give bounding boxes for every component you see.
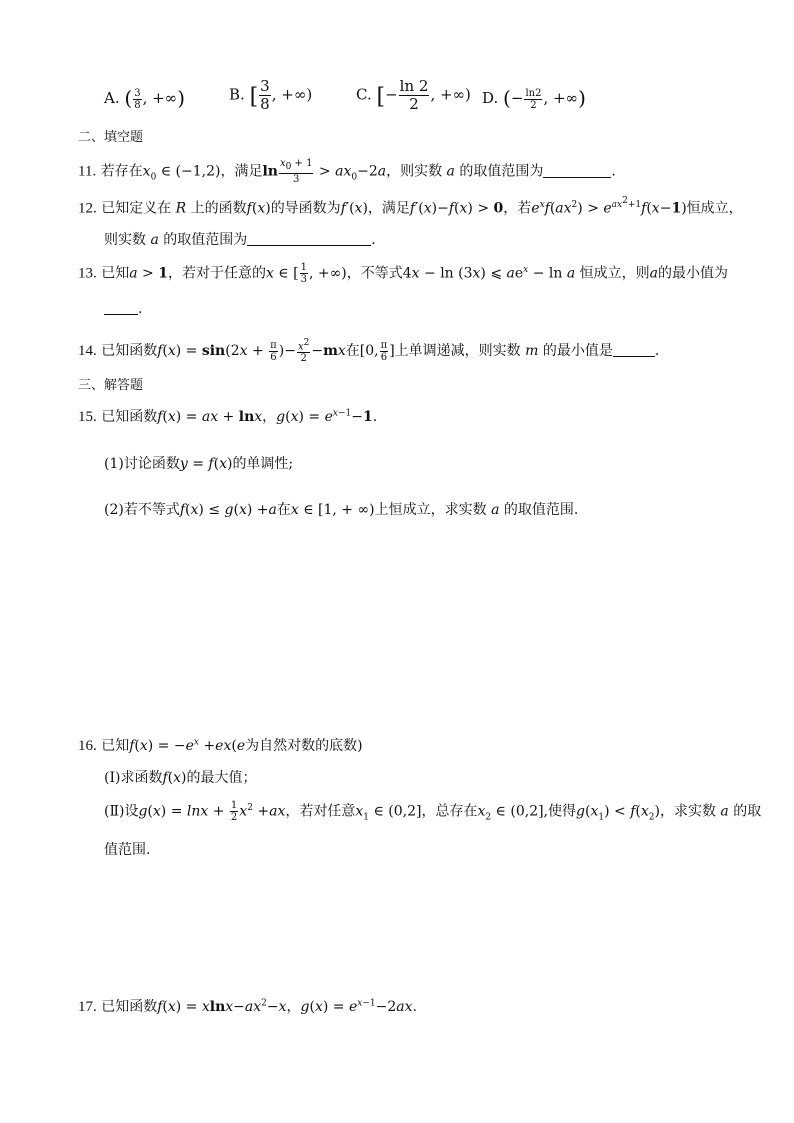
choice-c: C. [− $\frac{\ln 2}{2}$ , +∞) — [356, 77, 471, 113]
question-16: 16. 已知$f(x) = -e^x +ex(e$为自然对数的底数) — [78, 737, 363, 754]
answer-blank[interactable] — [543, 163, 611, 178]
question-16-line2: 值范围. — [104, 842, 151, 858]
question-number: 17. — [78, 999, 97, 1015]
answer-blank[interactable] — [613, 342, 655, 357]
choice-b-label: B. — [229, 85, 245, 104]
question-number: 14. — [78, 343, 97, 360]
choice-a-fraction: $\frac{3}{8}$ — [134, 87, 141, 111]
choice-a-label: A. — [104, 89, 120, 107]
question-16-part1: (Ⅰ)求函数f(x)的最大值； — [104, 770, 257, 786]
question-number: 16. — [78, 738, 97, 754]
question-15: 15. 已知函数f(x) = ax + lnx，$g(x) = e^{x-1}-1$. — [78, 408, 378, 425]
choice-b-fraction: $\frac{3}{8}$ — [260, 77, 270, 113]
question-14: 14. 已知函数f(x) = sin(2x + $\frac{\pi}{6}$ )− $\frac{x^2}{2}$ −mx在[0, $\frac{\pi}{6}$ ]上单调递减，则实数 m 的最小值是 . — [78, 338, 660, 365]
question-17: 17. 已知函数$f(x) = xlnx-ax^2-x$，$g(x) = e^{x-1}-2ax$. — [78, 998, 417, 1015]
question-15-part2: (2)若不等式f(x) ≤ g(x) +a在x ∈ [1, + ∞)上恒成立，求实数 a 的取值范围. — [104, 502, 579, 518]
question-13: 13. 已知a > 1，若对于任意的x ∈ [ $\frac{1}{3}$ , +∞)，不等式4x − ln (3x) ⩽ $ae^x - \ln a$ 恒成立，则a的最小值为 — [78, 262, 728, 285]
section-answer-title: 三、解答题 — [78, 378, 144, 393]
question-11: 11. 若存在$x_0$ ∈ (−1,2)，满足ln $\frac{x_0 + 1}{3}$ > $ax_0-2a$，则实数 a 的取值范围为 . — [78, 158, 616, 185]
question-13-line2: . — [104, 300, 142, 317]
choice-b: B. [ $\frac{3}{8}$ , +∞) — [229, 77, 313, 113]
choice-d-label: D. — [482, 89, 499, 107]
question-16-part2: (Ⅱ)设g(x) = lnx + $\frac{1}{2}$ $x^2 +ax$，若对任意$x_1$ ∈ (0,2]，总存在$x_2$ ∈ (0,2],使得$g(x_1) < f(x_2)$，求实数 a 的取 — [104, 800, 762, 823]
question-12-line2: 则实数 a 的取值范围为 . — [104, 232, 376, 248]
choice-c-fraction: $\frac{\ln 2}{2}$ — [399, 77, 429, 113]
answer-blank[interactable] — [104, 300, 138, 315]
question-number: 12. — [78, 200, 97, 217]
question-12: 12. 已知定义在 R 上的函数f(x)的导函数为f′(x)，满足f′(x)−f(x) > 0，若$e^xf(ax^2) > e^{ax^2+1}f(x-1)$恒成立， — [78, 196, 743, 217]
choice-d: D. (− $\frac{\ln 2}{2}$ , +∞) — [482, 86, 586, 111]
question-number: 15. — [78, 409, 97, 425]
question-number: 13. — [78, 265, 97, 282]
choice-d-fraction: $\frac{\ln 2}{2}$ — [525, 87, 542, 111]
choice-c-label: C. — [356, 85, 372, 104]
question-number: 11. — [78, 163, 97, 180]
choice-a: A. ( $\frac{3}{8}$ , +∞) — [104, 86, 185, 111]
question-15-part1: (1)讨论函数y = f(x)的单调性; — [104, 456, 294, 472]
section-fill-in-title: 二、填空题 — [78, 130, 144, 145]
answer-blank[interactable] — [247, 231, 371, 246]
